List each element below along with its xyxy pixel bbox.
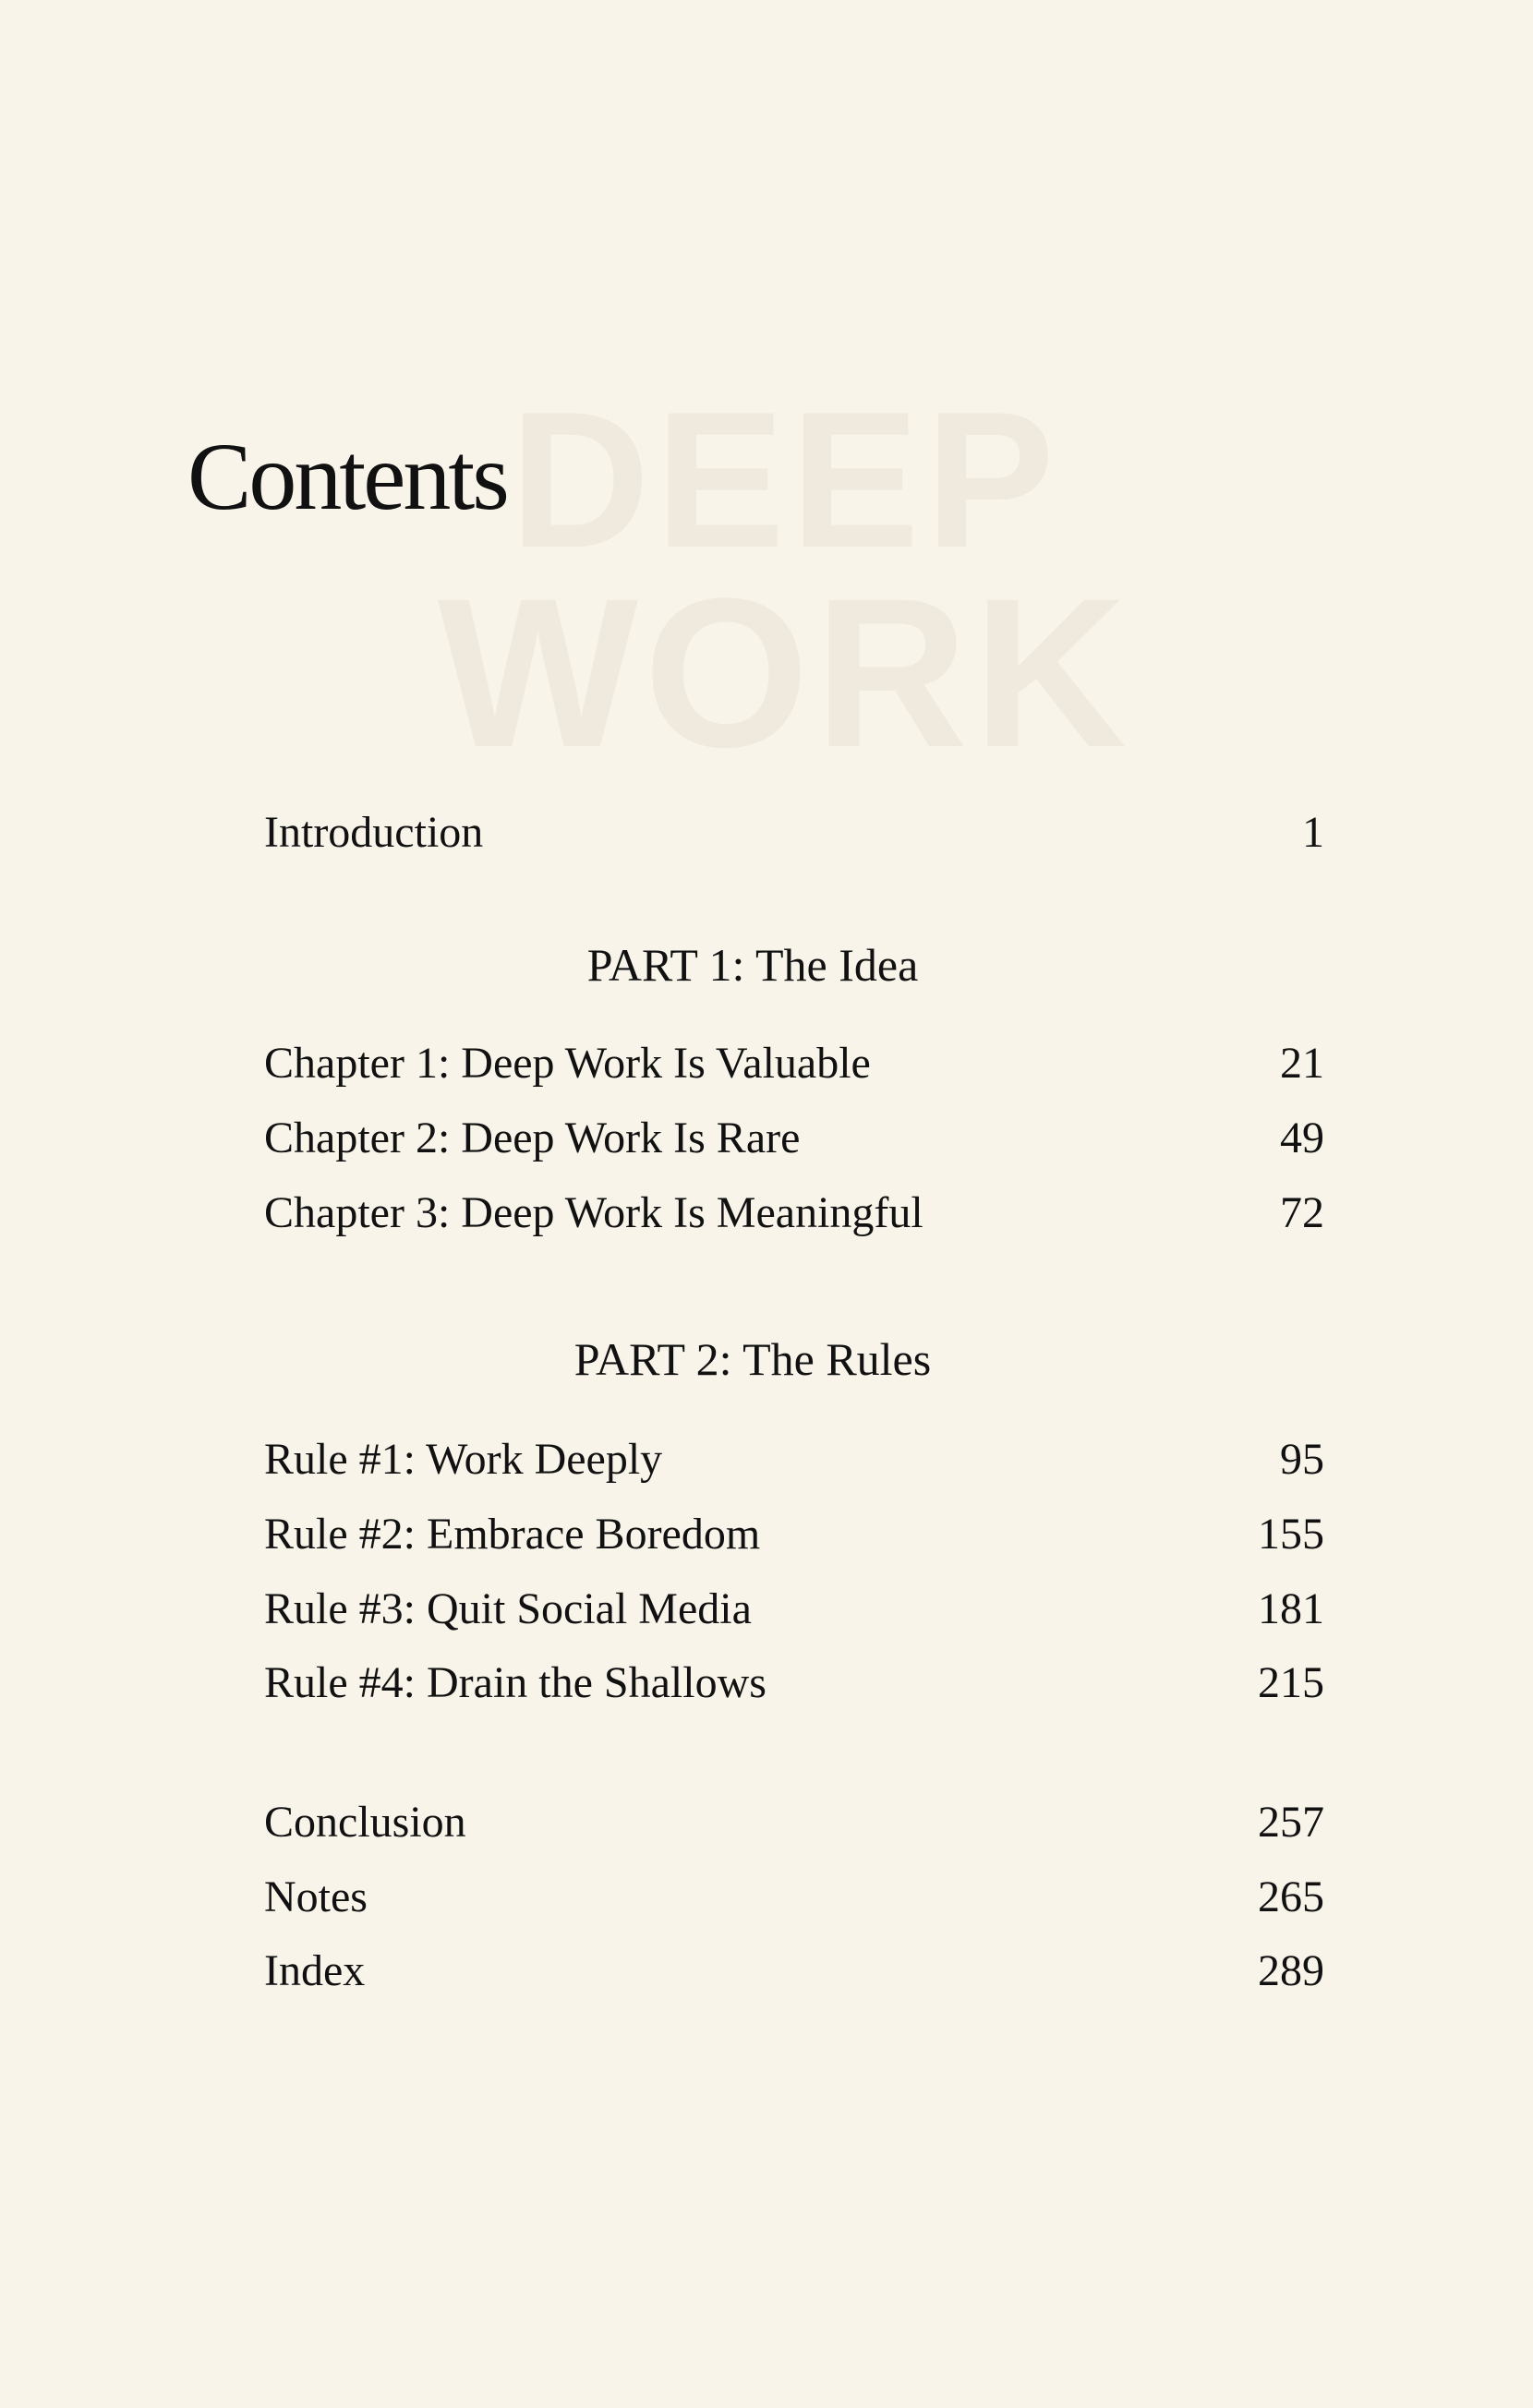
toc-entry-label: Introduction	[264, 808, 484, 857]
toc-entry-label: Notes	[264, 1872, 368, 1921]
toc-entry-page: 181	[1258, 1584, 1324, 1633]
watermark-line-1: DEEP	[510, 371, 1060, 588]
toc-entry-index[interactable]	[264, 1946, 1324, 1995]
toc-entry-chapter-1[interactable]	[264, 1041, 1324, 1086]
toc-entry-page: 289	[1258, 1946, 1324, 1995]
toc-entry-label: Conclusion	[264, 1798, 466, 1847]
page-title: Contents	[187, 424, 507, 530]
toc-entry-page: 265	[1258, 1872, 1324, 1921]
toc-entry-conclusion[interactable]	[264, 1800, 1324, 1845]
toc-entry-page: 1	[1302, 808, 1324, 857]
toc-entry-rule-1[interactable]	[264, 1435, 1324, 1484]
toc-entry-page: 215	[1258, 1658, 1324, 1707]
toc-entry-page: 257	[1258, 1798, 1324, 1847]
watermark-line-2: WORK	[437, 553, 1133, 791]
toc-entry-label: Chapter 1: Deep Work Is Valuable	[264, 1039, 871, 1088]
toc-entry-chapter-3[interactable]	[264, 1188, 1324, 1237]
watermark	[434, 371, 1136, 791]
part-1-heading: PART 1: The Idea	[586, 939, 919, 991]
toc-entry-rule-3[interactable]	[264, 1584, 1324, 1633]
toc-entry-page: 95	[1280, 1435, 1324, 1484]
toc-entry-page: 49	[1280, 1114, 1324, 1162]
toc-entry-notes[interactable]	[264, 1872, 1324, 1921]
toc-entry-label: Rule #1: Work Deeply	[264, 1435, 663, 1484]
toc-entry-label: Chapter 3: Deep Work Is Meaningful	[264, 1188, 923, 1237]
toc-entry-rule-4[interactable]	[264, 1658, 1324, 1707]
toc-entry-label: Index	[264, 1946, 366, 1995]
toc-entry-label: Rule #3: Quit Social Media	[264, 1584, 752, 1633]
part-2-heading: PART 2: The Rules	[573, 1333, 932, 1385]
toc-entry-page: 21	[1280, 1039, 1324, 1088]
toc-entry-rule-2[interactable]	[264, 1512, 1324, 1557]
toc-entry-page: 72	[1280, 1188, 1324, 1237]
toc-entry-label: Rule #2: Embrace Boredom	[264, 1510, 761, 1559]
toc-entry-chapter-2[interactable]	[264, 1116, 1324, 1161]
toc-entry-label: Rule #4: Drain the Shallows	[264, 1658, 766, 1707]
toc-entry-introduction[interactable]	[264, 808, 1324, 857]
toc-entry-label: Chapter 2: Deep Work Is Rare	[264, 1114, 801, 1162]
toc-entry-page: 155	[1258, 1510, 1324, 1559]
